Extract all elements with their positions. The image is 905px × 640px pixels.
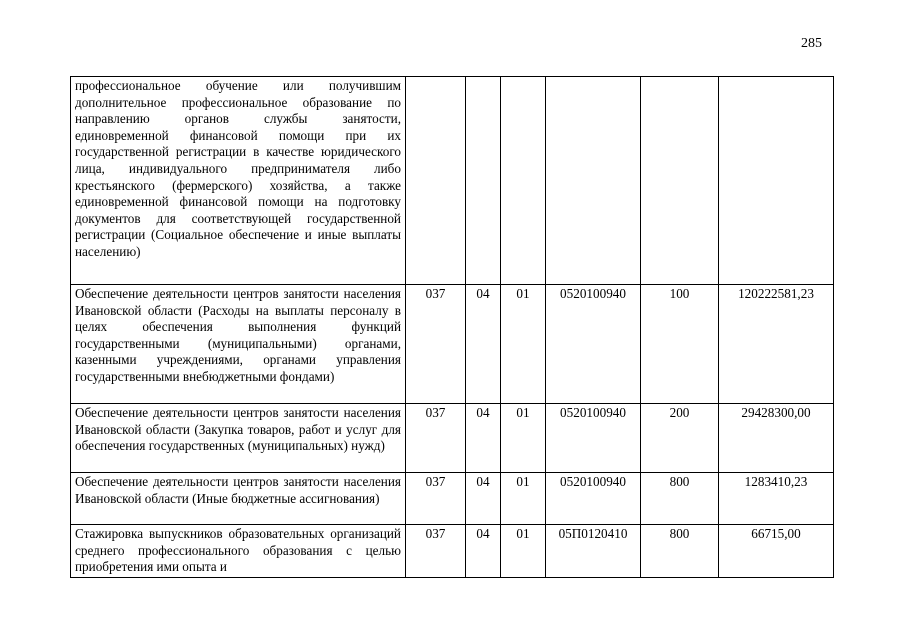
page-number: 285 xyxy=(801,36,822,51)
table-row xyxy=(71,285,834,404)
row-expense-type: 800 xyxy=(641,525,719,578)
row-target-code: 0520100940 xyxy=(546,404,641,473)
row-amount: 1283410,23 xyxy=(719,473,834,525)
row-amount: 29428300,00 xyxy=(719,404,834,473)
row-description: профессиональное обучение или получившим дополнительное профессиональное образование по направлению органов службы занятости, единовременной финансовой помощи при их государственной регистрации в качестве юридического лица, индивидуального предпринимателя либо крестьянского (фермерского) хозяйства, а также единовременной финансовой помощи на подготовку документов для соответствующей государственной регистрации (Социальное обеспечение и иные выплаты населению) xyxy=(71,77,406,285)
row-target-code: 0520100940 xyxy=(546,285,641,404)
table-row xyxy=(71,77,834,285)
row-ministry-code: 037 xyxy=(406,473,466,525)
row-subsection-code: 01 xyxy=(501,404,546,473)
row-expense-type xyxy=(641,77,719,285)
row-amount: 120222581,23 xyxy=(719,285,834,404)
row-target-code xyxy=(546,77,641,285)
row-subsection-code xyxy=(501,77,546,285)
row-ministry-code xyxy=(406,77,466,285)
table-row xyxy=(71,404,834,473)
row-section-code: 04 xyxy=(466,473,501,525)
table-row xyxy=(71,473,834,525)
row-section-code: 04 xyxy=(466,525,501,578)
row-section-code: 04 xyxy=(466,404,501,473)
row-description: Обеспечение деятельности центров занятости населения Ивановской области (Закупка товаров, работ и услуг для обеспечения государственных (муниципальных) нужд) xyxy=(71,404,406,473)
row-expense-type: 800 xyxy=(641,473,719,525)
row-ministry-code: 037 xyxy=(406,285,466,404)
row-description: Стажировка выпускников образовательных организаций среднего профессионального образования с целью приобретения ими опыта и xyxy=(71,525,406,578)
row-subsection-code: 01 xyxy=(501,473,546,525)
row-description: Обеспечение деятельности центров занятости населения Ивановской области (Расходы на выплаты персоналу в целях обеспечения выполнения функций государственными (муниципальными) органами, казенными учреждениями, органами управления государственными внебюджетными фондами) xyxy=(71,285,406,404)
row-target-code: 0520100940 xyxy=(546,473,641,525)
row-amount xyxy=(719,77,834,285)
budget-table xyxy=(70,76,834,578)
row-expense-type: 200 xyxy=(641,404,719,473)
row-amount: 66715,00 xyxy=(719,525,834,578)
row-ministry-code: 037 xyxy=(406,525,466,578)
table-row xyxy=(71,525,834,578)
row-expense-type: 100 xyxy=(641,285,719,404)
row-section-code xyxy=(466,77,501,285)
row-section-code: 04 xyxy=(466,285,501,404)
row-subsection-code: 01 xyxy=(501,525,546,578)
row-description: Обеспечение деятельности центров занятости населения Ивановской области (Иные бюджетные ассигнования) xyxy=(71,473,406,525)
row-ministry-code: 037 xyxy=(406,404,466,473)
row-subsection-code: 01 xyxy=(501,285,546,404)
row-target-code: 05П0120410 xyxy=(546,525,641,578)
